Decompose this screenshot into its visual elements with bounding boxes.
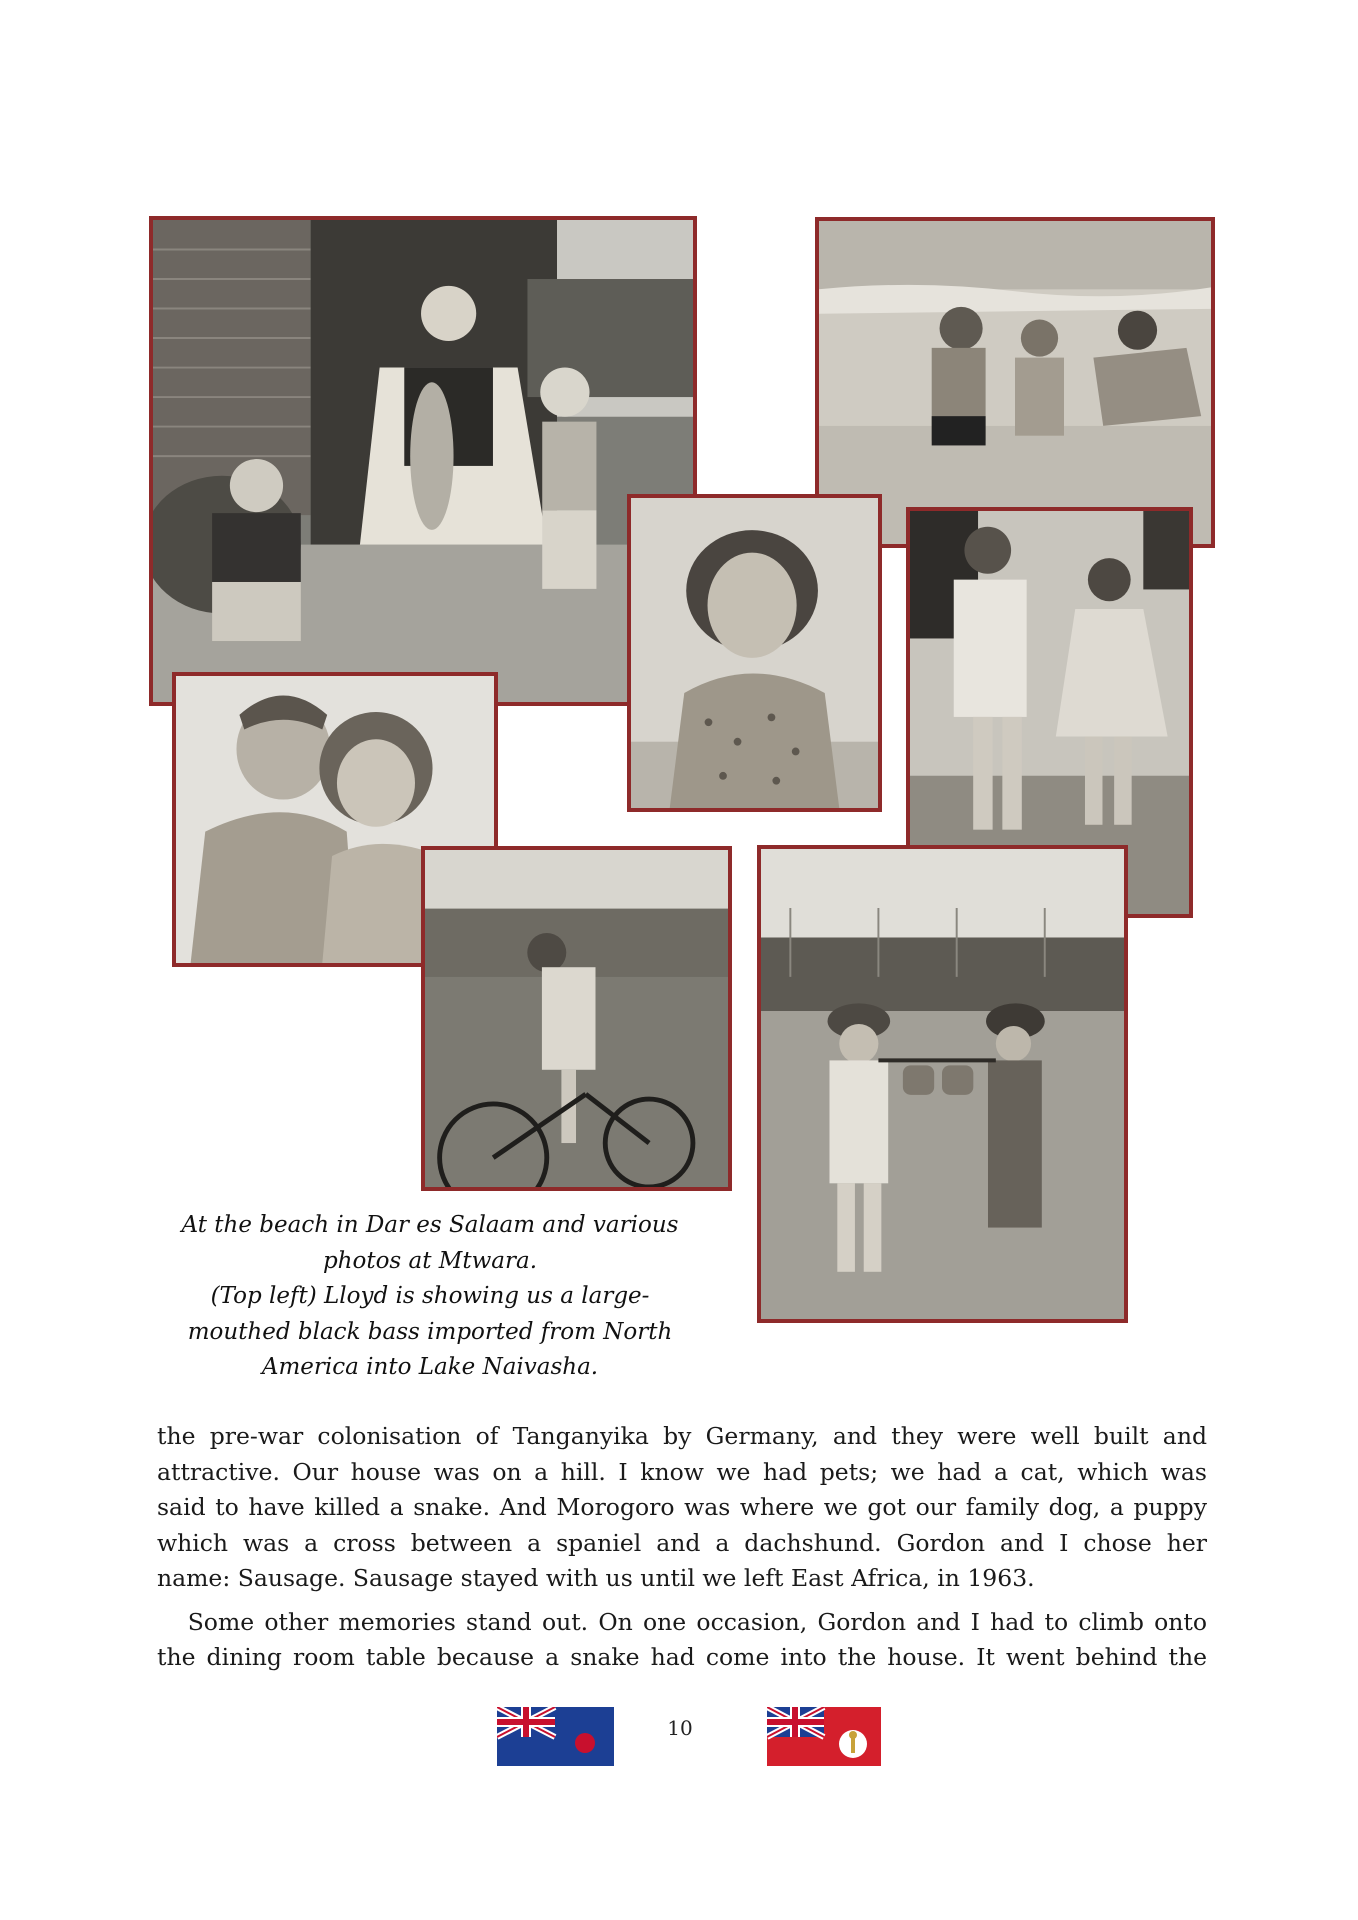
caption-line: mouthed black bass imported from North [187,1318,673,1345]
paragraph-line: attractive. Our house was on a hill. I know we had pets; we had a cat, which was [157,1457,1207,1486]
photo-girl-portrait [627,494,882,812]
caption-line: photos at Mtwara. [322,1247,538,1274]
caption-line: (Top left) Lloyd is showing us a large- [210,1283,650,1309]
page-number: 10 [667,1716,693,1740]
caption-line: America into Lake Naivasha. [261,1354,599,1380]
caption-line: At the beach in Dar es Salaam and various [181,1212,679,1238]
photo-boy-bicycle [421,846,732,1191]
kenya-colony-blue-ensign-icon [497,1707,614,1766]
body-text [157,1419,1207,1676]
paragraph-line: the pre-war colonisation of Tanganyika by Germany, and they were well built and [157,1422,1207,1450]
paragraph-line: name: Sausage. Sausage stayed with us until we left East Africa, in 1963. [157,1564,1035,1592]
photo-caption [170,1208,690,1386]
paragraph-line: the dining room table because a snake had come into the house. It went behind the [157,1643,1207,1671]
tanganyika-red-ensign-icon [767,1707,881,1766]
paragraph-line: which was a cross between a spaniel and a dachshund. Gordon and I chose her [157,1528,1207,1557]
photo-children-baskets [757,845,1128,1323]
paragraph-line: Some other memories stand out. On one occasion, Gordon and I had to climb onto [157,1607,1207,1636]
photo-fishing [149,216,697,706]
paragraph-line: said to have killed a snake. And Morogoro was where we got our family dog, a puppy [157,1493,1207,1521]
